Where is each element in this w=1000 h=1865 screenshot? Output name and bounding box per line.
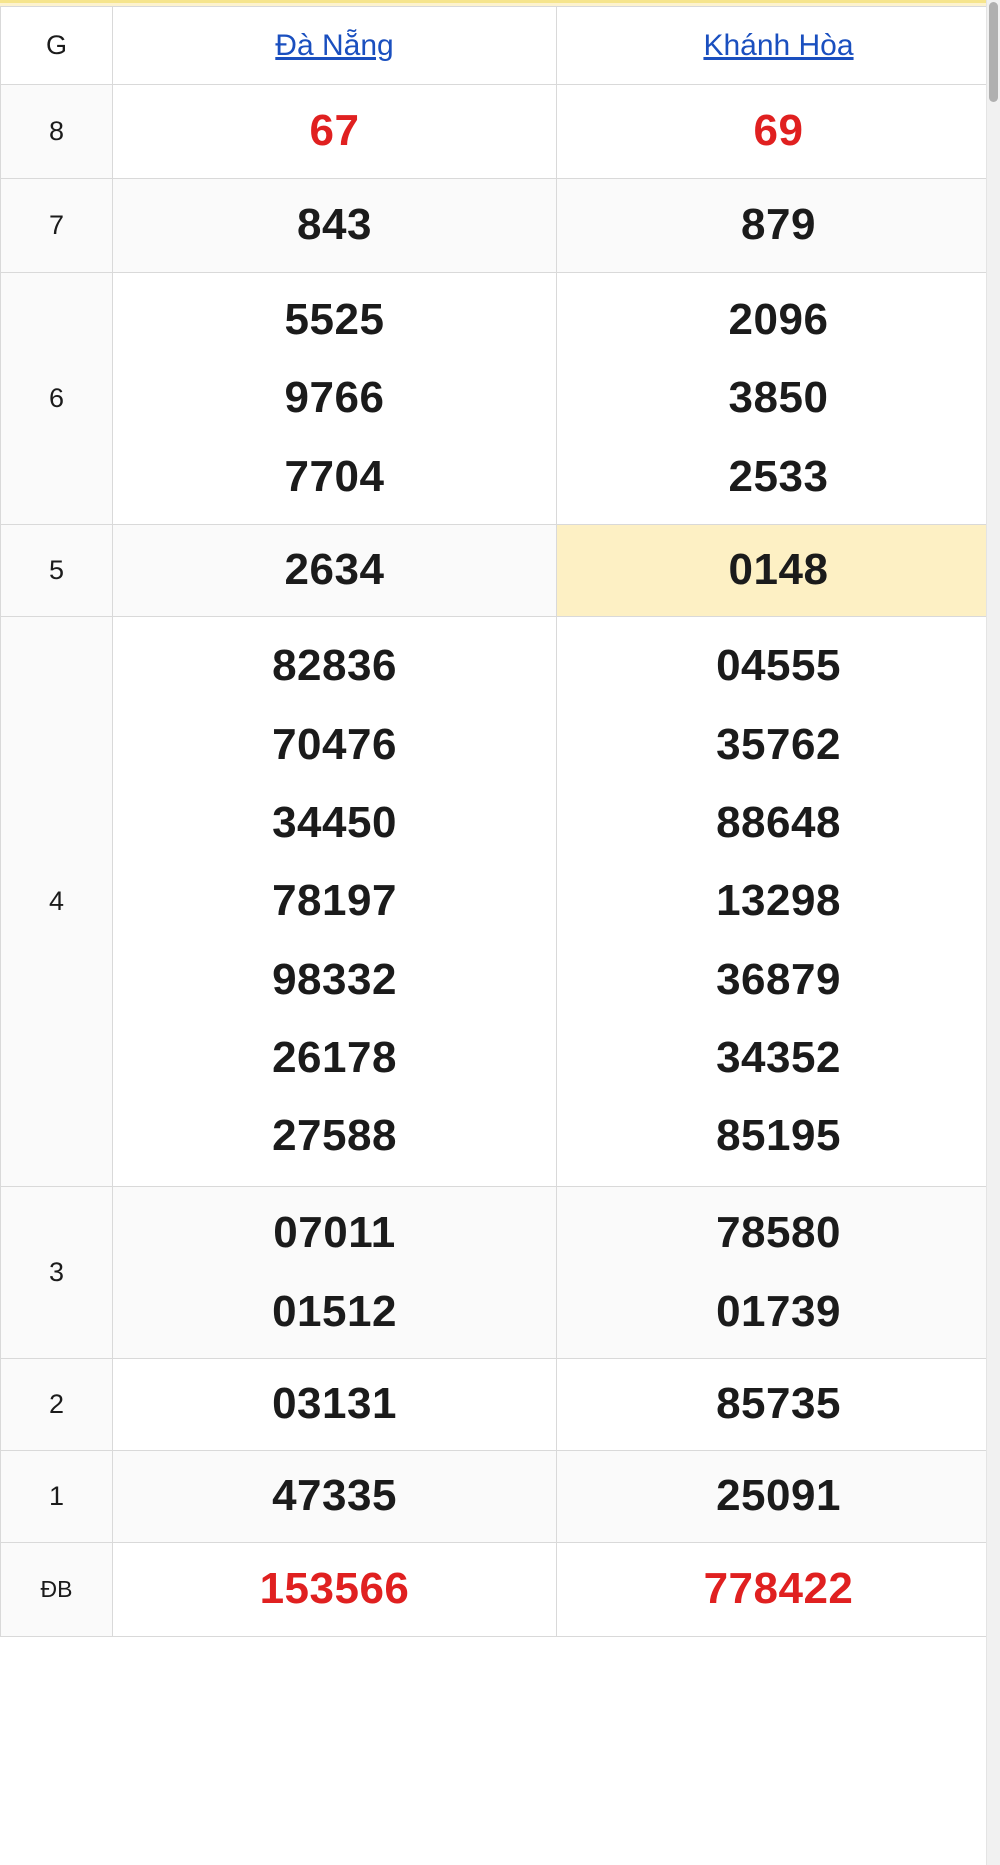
result-number: 27588 [272,1111,397,1161]
result-number: 9766 [284,373,385,423]
result-number: 67 [309,106,360,156]
result-cell-danang [113,273,557,525]
result-cell-danang [113,179,557,273]
table-row [1,1359,1000,1451]
table-row [1,85,1000,179]
result-number: 88648 [716,798,841,848]
result-number: 153566 [259,1564,410,1614]
result-number: 04555 [716,641,841,691]
result-cell-khanhhoa [557,1359,1000,1451]
result-cell-danang [113,1543,557,1637]
result-number: 78580 [716,1208,841,1258]
table-row [1,273,1000,525]
result-cell-khanhhoa [557,1187,1000,1359]
result-number: 25091 [716,1471,841,1521]
prize-label: 1 [1,1451,113,1543]
result-number: 01739 [716,1286,841,1336]
result-cell-khanhhoa [557,617,1000,1187]
result-number: 3850 [728,373,829,423]
result-number: 843 [297,200,372,250]
prize-label: 4 [1,617,113,1187]
header-prize-column: G [1,7,113,85]
result-number: 69 [753,106,804,156]
prize-label: 3 [1,1187,113,1359]
result-cell-danang [113,1187,557,1359]
result-number: 5525 [284,295,385,345]
prize-label: 6 [1,273,113,525]
result-cell-khanhhoa [557,85,1000,179]
result-cell-khanhhoa [557,179,1000,273]
result-cell-khanhhoa-highlighted [557,525,1000,617]
scrollbar-thumb[interactable] [989,2,998,102]
result-number: 26178 [272,1032,397,1082]
result-number: 34352 [716,1032,841,1082]
prize-label: 8 [1,85,113,179]
result-number: 85195 [716,1111,841,1161]
table-row [1,1451,1000,1543]
table-row [1,617,1000,1187]
result-number: 7704 [284,451,385,501]
result-number: 13298 [716,876,841,926]
result-number: 98332 [272,954,397,1004]
result-number: 70476 [272,719,397,769]
table-header-row [1,7,1000,85]
prize-label: 2 [1,1359,113,1451]
result-number: 34450 [272,798,397,848]
header-city-khanhhoa [557,7,1000,85]
table-row [1,525,1000,617]
prize-label: ĐB [1,1543,113,1637]
result-cell-khanhhoa [557,1543,1000,1637]
result-number: 879 [741,200,816,250]
result-number: 2096 [728,295,829,345]
result-number: 78197 [272,876,397,926]
table-row [1,1543,1000,1637]
result-cell-danang [113,1451,557,1543]
table-row [1,179,1000,273]
result-number: 2634 [284,545,385,595]
result-cell-danang [113,617,557,1187]
result-cell-danang [113,525,557,617]
table-row [1,1187,1000,1359]
result-number: 01512 [272,1286,397,1336]
result-number: 35762 [716,719,841,769]
city-link-khanhhoa[interactable]: Khánh Hòa [703,28,854,62]
city-link-danang[interactable]: Đà Nẵng [275,28,394,62]
result-number: 778422 [703,1564,854,1614]
result-cell-danang [113,1359,557,1451]
result-number: 0148 [728,545,829,595]
result-number: 07011 [273,1208,396,1258]
result-cell-danang [113,85,557,179]
result-number: 82836 [272,641,397,691]
lottery-results-table [0,6,1000,1637]
prize-label: 7 [1,179,113,273]
result-number: 2533 [728,451,829,501]
result-cell-khanhhoa [557,273,1000,525]
result-number: 03131 [272,1379,397,1429]
result-number: 47335 [272,1471,397,1521]
vertical-scrollbar[interactable] [986,0,1000,1865]
result-cell-khanhhoa [557,1451,1000,1543]
header-city-danang [113,7,557,85]
result-number: 36879 [716,954,841,1004]
prize-label: 5 [1,525,113,617]
result-number: 85735 [716,1379,841,1429]
